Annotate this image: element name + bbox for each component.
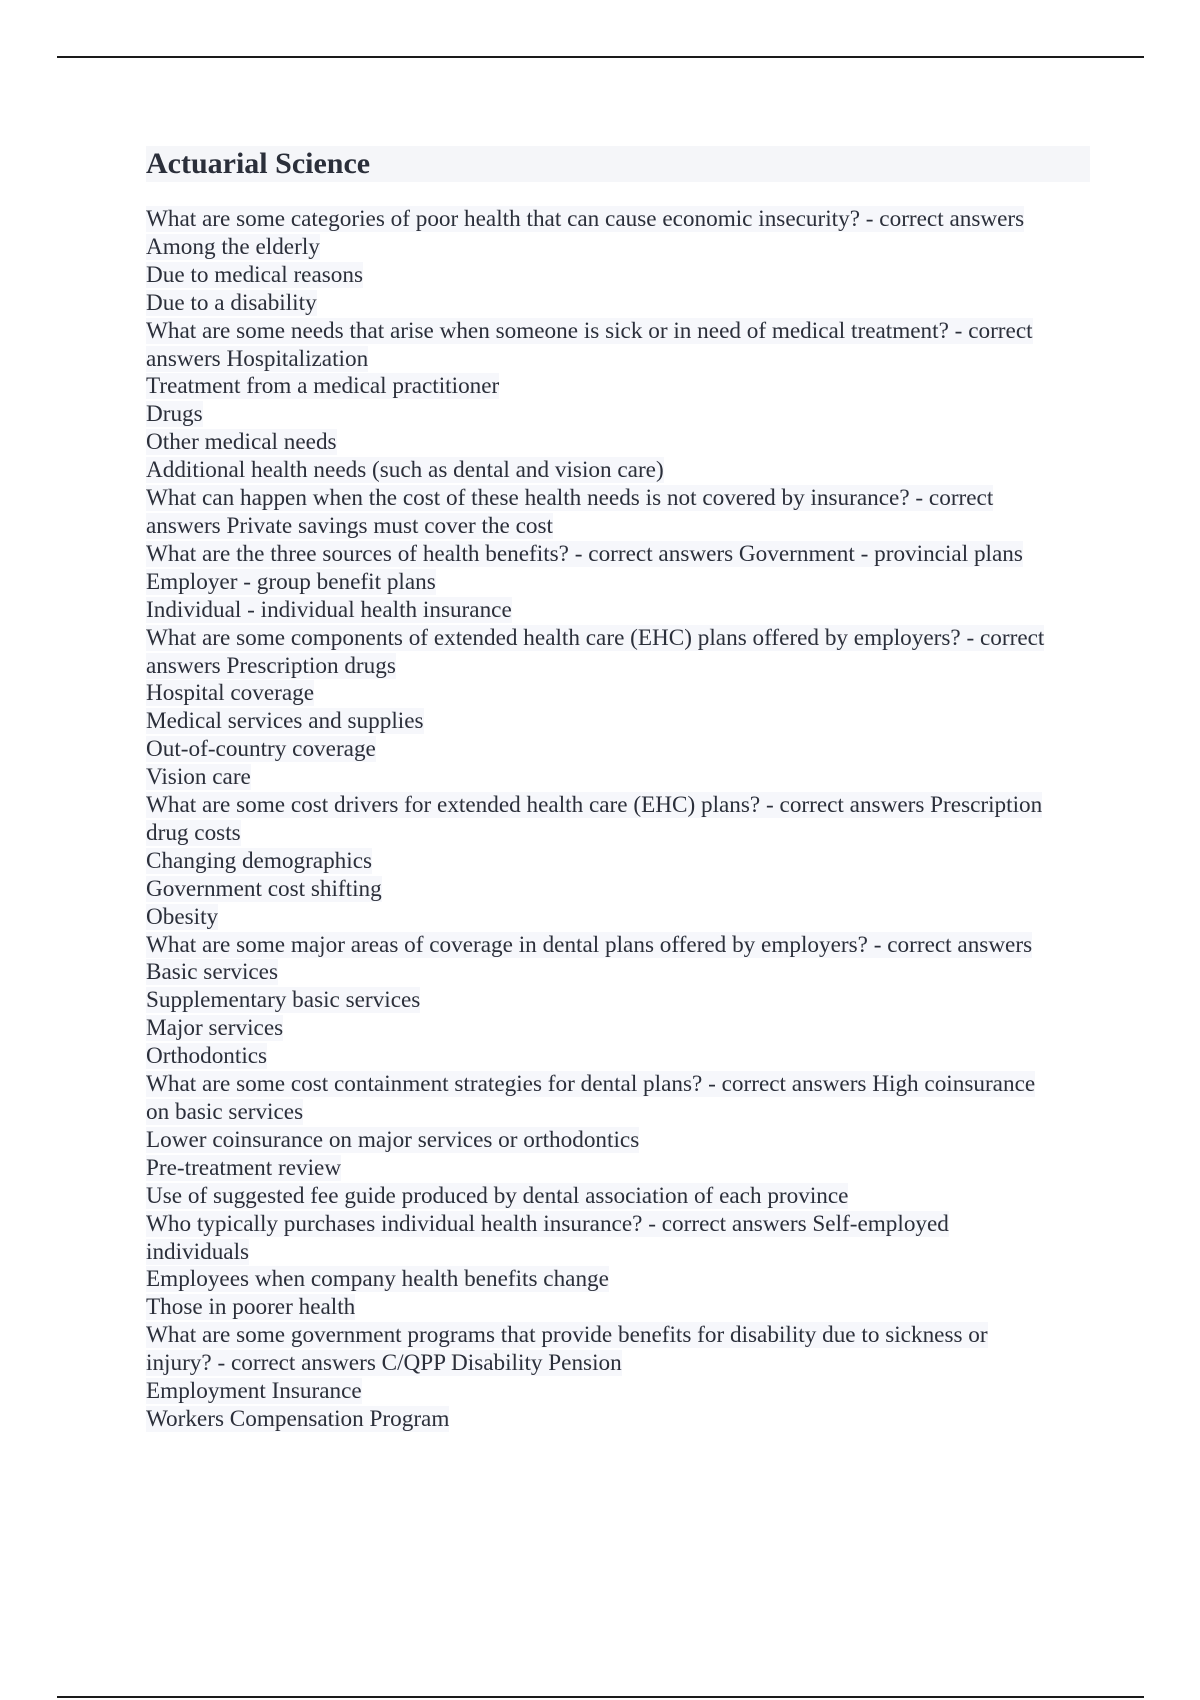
text-line <box>146 597 1090 625</box>
text-line <box>146 1406 1090 1434</box>
page-title: Actuarial Science <box>146 146 1090 182</box>
text-line-content: Employer - group benefit plans <box>146 568 436 595</box>
text-line <box>146 1127 1090 1155</box>
text-line-content: injury? - correct answers C/QPP Disability Pension <box>146 1350 622 1377</box>
text-line-content: Additional health needs (such as dental and vision care) <box>146 457 664 484</box>
bottom-divider <box>57 1696 1144 1698</box>
text-line-content: What are some government programs that provide benefits for disability due to sickness or <box>146 1322 988 1349</box>
text-line <box>146 736 1090 764</box>
text-line <box>146 1294 1090 1322</box>
text-line-content: What are the three sources of health benefits? - correct answers Government - provincial plans <box>146 540 1023 567</box>
text-line-content: Pre-treatment review <box>146 1154 342 1181</box>
text-line-content: Other medical needs <box>146 429 337 456</box>
text-line <box>146 401 1090 429</box>
text-line <box>146 290 1090 318</box>
text-line <box>146 959 1090 987</box>
text-line <box>146 318 1090 346</box>
text-line-content: Out-of-country coverage <box>146 736 376 763</box>
text-line-content: Drugs <box>146 401 203 428</box>
text-line-content: Supplementary basic services <box>146 987 421 1014</box>
text-line <box>146 904 1090 932</box>
text-line-content: What are some needs that arise when someone is sick or in need of medical treatment? - correct <box>146 317 1033 344</box>
text-line-content: Orthodontics <box>146 1043 268 1070</box>
text-line <box>146 792 1090 820</box>
text-line-content: What are some categories of poor health that can cause economic insecurity? - correct answers <box>146 206 1025 232</box>
text-line <box>146 569 1090 597</box>
text-line-content: individuals <box>146 1238 250 1265</box>
text-line <box>146 764 1090 792</box>
text-line <box>146 1239 1090 1267</box>
text-line-content: Obesity <box>146 903 219 930</box>
text-line-content: Due to medical reasons <box>146 261 363 288</box>
text-line <box>146 1015 1090 1043</box>
text-line <box>146 234 1090 262</box>
text-line <box>146 1155 1090 1183</box>
text-line-content: What are some cost drivers for extended health care (EHC) plans? - correct answers Prescription <box>146 792 1043 819</box>
text-line <box>146 653 1090 681</box>
text-line-content: answers Hospitalization <box>146 345 369 372</box>
text-line <box>146 346 1090 374</box>
text-lines <box>146 206 1090 1434</box>
text-line-content: Employment Insurance <box>146 1378 362 1405</box>
text-line <box>146 1099 1090 1127</box>
text-line-content: drug costs <box>146 819 241 846</box>
text-line <box>146 932 1090 960</box>
text-line-content: What are some components of extended health care (EHC) plans offered by employers? - correct <box>146 624 1045 651</box>
text-line-content: Basic services <box>146 959 278 986</box>
text-line <box>146 457 1090 485</box>
text-line <box>146 1043 1090 1071</box>
text-line <box>146 1378 1090 1406</box>
text-line-content: answers Prescription drugs <box>146 652 396 679</box>
text-line-content: Who typically purchases individual health insurance? - correct answers Self-employed <box>146 1210 949 1237</box>
text-line-content: answers Private savings must cover the cost <box>146 512 553 539</box>
text-line <box>146 513 1090 541</box>
top-divider <box>57 56 1144 58</box>
text-line <box>146 541 1090 569</box>
text-line-content: Medical services and supplies <box>146 708 424 735</box>
text-line <box>146 373 1090 401</box>
text-line <box>146 848 1090 876</box>
text-line-content: What are some cost containment strategies for dental plans? - correct answers High coinsurance <box>146 1071 1036 1098</box>
text-line-content: What can happen when the cost of these health needs is not covered by insurance? - correct <box>146 485 994 512</box>
text-line <box>146 1350 1090 1378</box>
text-line <box>146 625 1090 653</box>
text-line-content: Treatment from a medical practitioner <box>146 373 500 400</box>
text-line-content: Major services <box>146 1015 284 1042</box>
text-line <box>146 987 1090 1015</box>
text-line <box>146 1211 1090 1239</box>
text-line <box>146 1266 1090 1294</box>
text-line-content: Use of suggested fee guide produced by dental association of each province <box>146 1182 849 1209</box>
text-line-content: on basic services <box>146 1099 304 1125</box>
document-body <box>146 146 1090 1434</box>
text-line-content: Employees when company health benefits change <box>146 1266 609 1293</box>
text-line <box>146 1183 1090 1211</box>
text-line <box>146 1071 1090 1099</box>
text-line-content: Changing demographics <box>146 847 373 874</box>
text-line <box>146 485 1090 513</box>
text-line <box>146 876 1090 904</box>
text-line-content: Among the elderly <box>146 233 320 260</box>
text-line-content: Those in poorer health <box>146 1294 356 1321</box>
text-line-content: Individual - individual health insurance <box>146 596 512 623</box>
text-line-content: What are some major areas of coverage in dental plans offered by employers? - correct answers <box>146 931 1033 958</box>
text-line <box>146 820 1090 848</box>
text-line-content: Government cost shifting <box>146 875 382 902</box>
text-line <box>146 429 1090 457</box>
text-line-content: Lower coinsurance on major services or orthodontics <box>146 1126 640 1153</box>
text-line <box>146 708 1090 736</box>
text-line-content: Workers Compensation Program <box>146 1405 450 1432</box>
text-line-content: Hospital coverage <box>146 680 315 707</box>
text-line <box>146 206 1090 234</box>
text-line <box>146 262 1090 290</box>
text-line-content: Due to a disability <box>146 289 317 316</box>
text-line <box>146 680 1090 708</box>
text-line-content: Vision care <box>146 764 251 791</box>
text-line <box>146 1322 1090 1350</box>
